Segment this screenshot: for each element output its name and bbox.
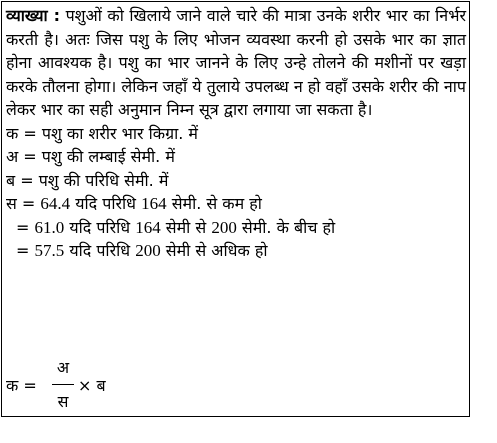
formula-rhs: × ब (78, 376, 106, 395)
condition-girth-limit: 200 (135, 241, 161, 260)
formula-fraction (52, 356, 74, 414)
formula-lhs: क = (6, 376, 37, 395)
condition-girth-164-to-200 (6, 216, 466, 240)
condition-girth-limit: 200 (211, 217, 237, 237)
condition-text: सेमी से (160, 217, 212, 237)
condition-girth-above-200 (6, 239, 466, 263)
condition-text: सेमी. के बीच हो (236, 217, 336, 237)
condition-prefix: स = (6, 194, 41, 213)
condition-text: यदि परिधि (64, 241, 136, 260)
condition-prefix: = (16, 241, 35, 260)
formula-denominator: स (57, 392, 69, 411)
explanation-body: पशुओं को खिलाये जाने वाले चारे की मात्रा उनके शरीर भार का निर्भर करती है। अतः जिस पशु के लिए भोजन व्यवस्था करनी हो उसके भार का ज्ञात होना आवश्यक है। पशु का भार जानने के लिए उन्हे तोलने की मशीनों पर खड़ा करके तौलना होगा। लेकिन जहाँ ये तुलाये उपलब्ध न हो वहाँ उसके शरीर की नाप लेकर भार का सही अनुमान निम्न सूत्र द्वारा लगाया जा सकता है। (6, 6, 466, 119)
condition-text: सेमी से अधिक हो (160, 241, 268, 260)
condition-text: यदि परिधि (70, 194, 142, 213)
condition-girth-below-164 (6, 192, 466, 216)
condition-text: सेमी. से कम हो (166, 194, 262, 213)
condition-girth-limit: 164 (141, 194, 167, 213)
definition-weight: क = पशु का शरीर भार किग्रा. में (6, 123, 198, 143)
condition-text: यदि परिधि (64, 217, 136, 237)
definition-length: अ = पशु की लम्बाई सेमी. में (6, 147, 175, 166)
condition-value: 61.0 (34, 217, 65, 237)
explanation-paragraph (6, 4, 466, 122)
fraction-bar (52, 384, 74, 385)
definition-girth: ब = पशु की परिधि सेमी. में (6, 170, 169, 190)
condition-girth-limit: 164 (135, 217, 161, 237)
condition-prefix: = (16, 217, 35, 237)
formula-numerator: अ (56, 358, 70, 377)
explanation-content (6, 4, 466, 263)
condition-value: 64.4 (40, 194, 71, 213)
condition-value: 57.5 (34, 241, 65, 260)
explanation-heading: व्याख्या : (6, 6, 61, 25)
